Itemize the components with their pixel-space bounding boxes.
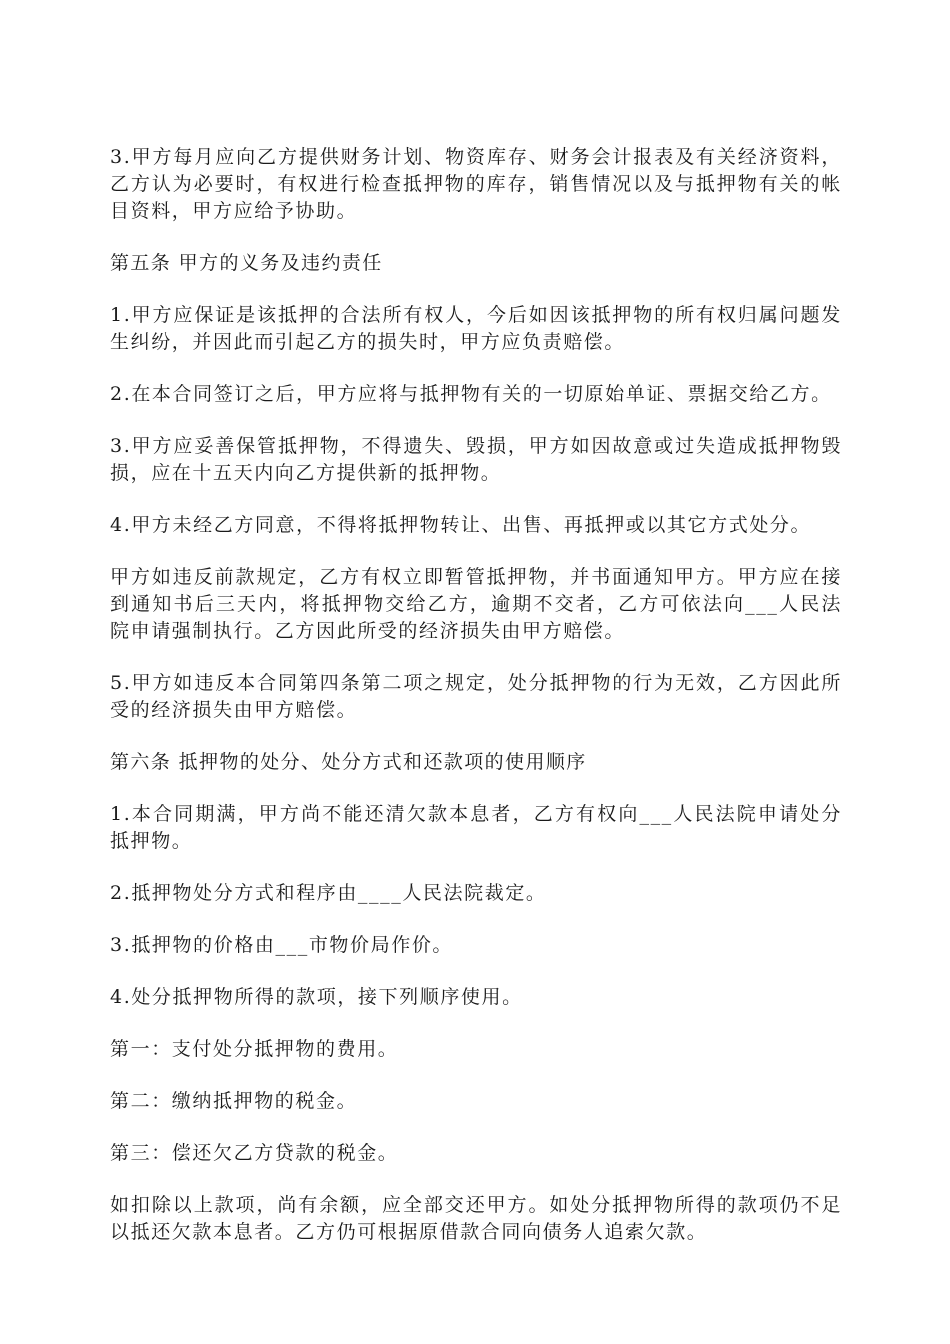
document-page bbox=[110, 144, 842, 1271]
clause-paragraph: 1.甲方应保证是该抵押的合法所有权人，今后如因该抵押物的所有权归属问题发生纠纷，并因此而引起乙方的损失时，甲方应负责赔偿。 bbox=[110, 304, 842, 353]
clause-paragraph: 3.抵押物的价格由___市物价局作价。 bbox=[110, 934, 454, 956]
article-heading: 第六条 抵押物的处分、处分方式和还款项的使用顺序 bbox=[110, 751, 587, 773]
clause-paragraph: 第三：偿还欠乙方贷款的税金。 bbox=[110, 1142, 399, 1164]
clause-paragraph: 4.甲方未经乙方同意，不得将抵押物转让、出售、再抵押或以其它方式处分。 bbox=[110, 514, 812, 536]
clause-paragraph: 第一：支付处分抵押物的费用。 bbox=[110, 1038, 399, 1060]
clause-paragraph: 5.甲方如违反本合同第四条第二项之规定，处分抵押物的行为无效，乙方因此所受的经济损失由甲方赔偿。 bbox=[110, 672, 842, 721]
clause-paragraph: 第二：缴纳抵押物的税金。 bbox=[110, 1090, 358, 1112]
clause-paragraph: 3.甲方应妥善保管抵押物，不得遗失、毁损，甲方如因故意或过失造成抵押物毁损，应在十五天内向乙方提供新的抵押物。 bbox=[110, 435, 842, 484]
article-heading: 第五条 甲方的义务及违约责任 bbox=[110, 252, 383, 274]
clause-paragraph: 如扣除以上款项，尚有余额，应全部交还甲方。如处分抵押物所得的款项仍不足以抵还欠款本息者。乙方仍可根据原借款合同向债务人追索欠款。 bbox=[110, 1194, 842, 1243]
clause-paragraph: 1.本合同期满，甲方尚不能还清欠款本息者，乙方有权向___人民法院申请处分抵押物。 bbox=[110, 803, 842, 852]
clause-paragraph: 甲方如违反前款规定，乙方有权立即暂管抵押物，并书面通知甲方。甲方应在接到通知书后三天内，将抵押物交给乙方，逾期不交者，乙方可依法向___人民法院申请强制执行。乙方因此所受的经济损失由甲方赔偿。 bbox=[110, 566, 842, 642]
clause-paragraph: 2.在本合同签订之后，甲方应将与抵押物有关的一切原始单证、票据交给乙方。 bbox=[110, 383, 832, 405]
clause-paragraph: 4.处分抵押物所得的款项，接下列顺序使用。 bbox=[110, 986, 523, 1008]
clause-paragraph: 2.抵押物处分方式和程序由____人民法院裁定。 bbox=[110, 882, 547, 904]
clause-paragraph: 3.甲方每月应向乙方提供财务计划、物资库存、财务会计报表及有关经济资料，乙方认为必要时，有权进行检查抵押物的库存，销售情况以及与抵押物有关的帐目资料，甲方应给予协助。 bbox=[110, 146, 842, 222]
